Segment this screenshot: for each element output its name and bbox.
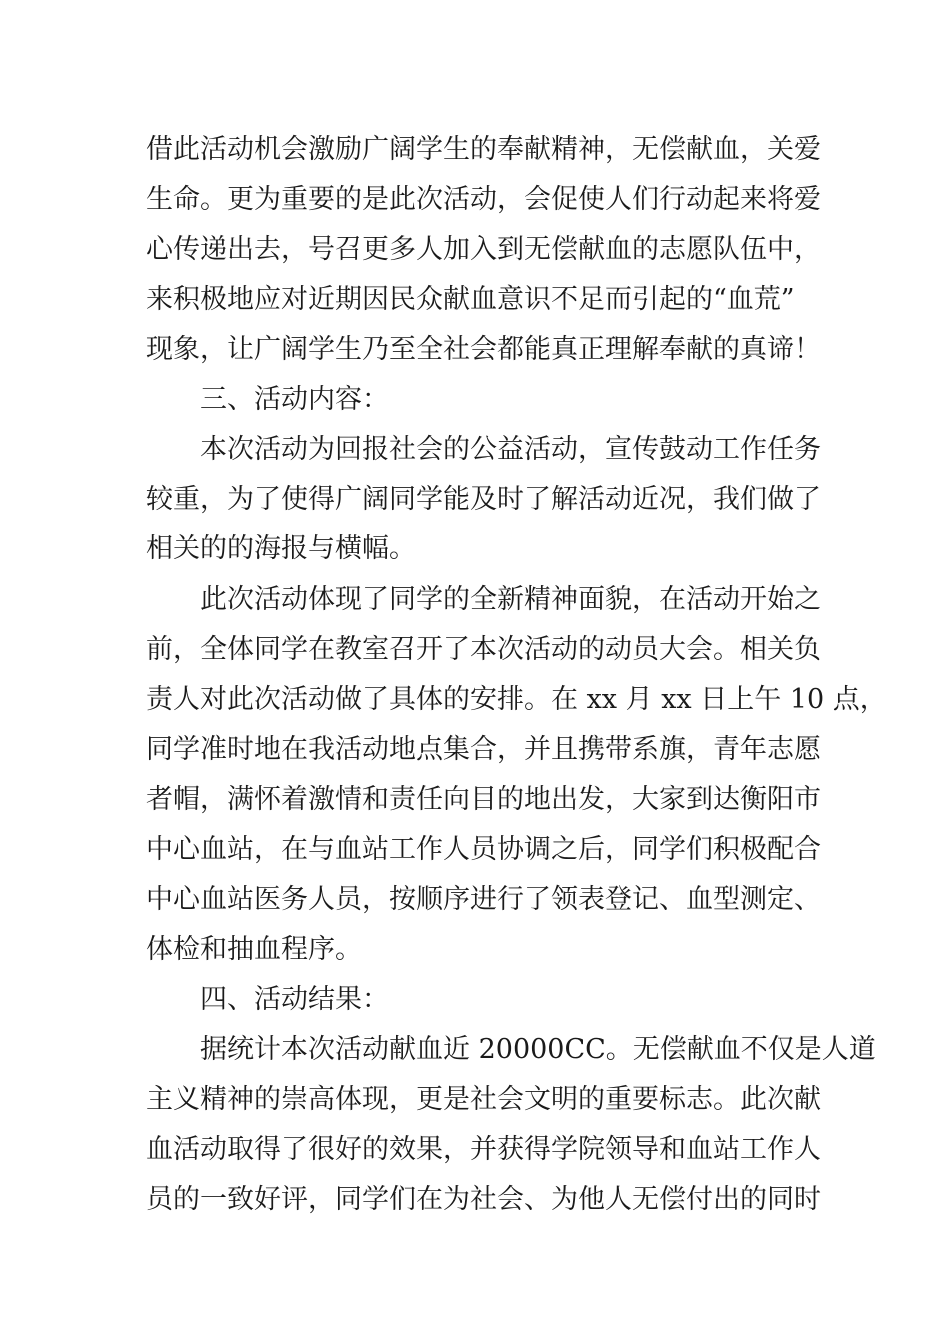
paragraph-line: 据统计本次活动献血近 20000CC。无偿献血不仅是人道: [200, 1034, 876, 1065]
paragraph-line: 生命。更为重要的是此次活动，会促使人们行动起来将爱: [146, 184, 821, 215]
paragraph-line: 现象，让广阔学生乃至全社会都能真正理解奉献的真谛！: [146, 334, 821, 365]
paragraph-line: 较重，为了使得广阔同学能及时了解活动近况，我们做了: [146, 484, 821, 515]
paragraph-line: 中心血站医务人员，按顺序进行了领表登记、血型测定、: [146, 884, 821, 915]
paragraph-line: 同学准时地在我活动地点集合，并且携带系旗，青年志愿: [146, 734, 821, 765]
paragraph-line: 主义精神的崇高体现，更是社会文明的重要标志。此次献: [146, 1084, 821, 1115]
paragraph-line: 借此活动机会激励广阔学生的奉献精神，无偿献血，关爱: [146, 134, 821, 165]
paragraph-line: 本次活动为回报社会的公益活动，宣传鼓动工作任务: [200, 434, 821, 465]
section-heading-results: 四、活动结果：: [200, 984, 389, 1015]
paragraph-line: 此次活动体现了同学的全新精神面貌，在活动开始之: [200, 584, 821, 615]
paragraph-line: 心传递出去，号召更多人加入到无偿献血的志愿队伍中，: [146, 234, 821, 265]
section-heading-content: 三、活动内容：: [200, 384, 389, 415]
paragraph-line: 前，全体同学在教室召开了本次活动的动员大会。相关负: [146, 634, 821, 665]
paragraph-line: 体检和抽血程序。: [146, 934, 362, 965]
paragraph-line: 者帽，满怀着激情和责任向目的地出发，大家到达衡阳市: [146, 784, 821, 815]
paragraph-line: 来积极地应对近期因民众献血意识不足而引起的“血荒”: [146, 284, 795, 315]
paragraph-line: 血活动取得了很好的效果，并获得学院领导和血站工作人: [146, 1134, 821, 1165]
paragraph-line: 中心血站，在与血站工作人员协调之后，同学们积极配合: [146, 834, 821, 865]
paragraph-line: 员的一致好评，同学们在为社会、为他人无偿付出的同时: [146, 1184, 821, 1215]
paragraph-line: 责人对此次活动做了具体的安排。在 xx 月 xx 日上午 10 点，: [146, 684, 887, 715]
paragraph-line: 相关的的海报与横幅。: [146, 533, 416, 564]
